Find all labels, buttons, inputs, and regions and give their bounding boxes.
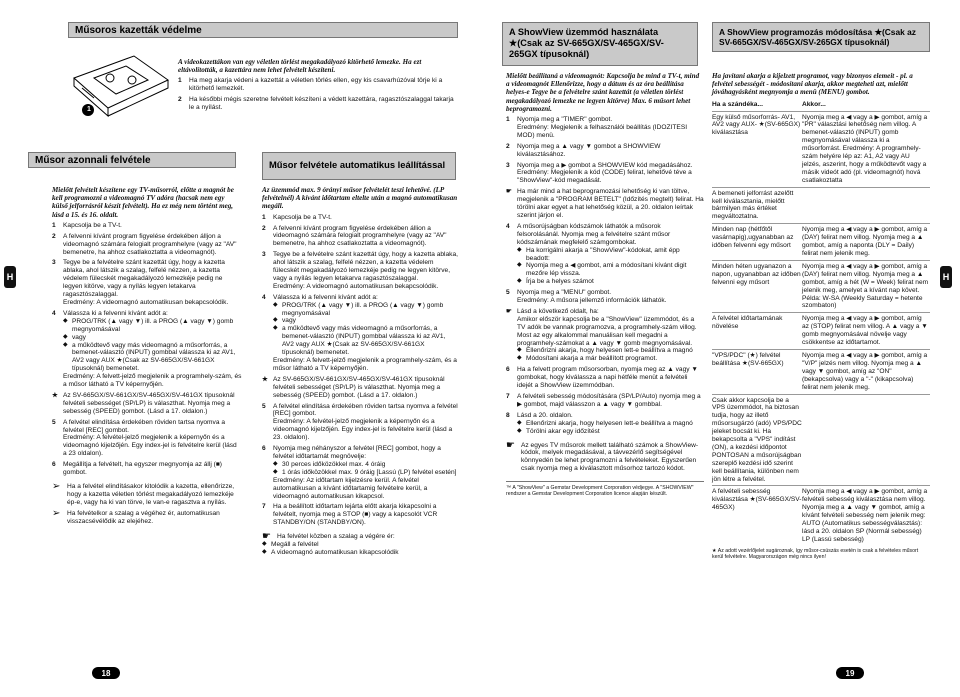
step-number: 4 xyxy=(262,293,266,301)
step-number: ☛ xyxy=(506,188,512,196)
step-text: Válassza ki a felvenni kívánt adót a: xyxy=(63,309,168,317)
row-intent: A bemeneti jelforrást azelőtt kell kiválasztania, mielőtt bármilyen más értéket megváltoztatna. xyxy=(712,189,794,221)
auto-notes-title: Ha felvétel közben a szalag a végére ér: xyxy=(277,533,395,541)
step xyxy=(262,214,458,222)
step-result: Eredmény: Megjelenik a felhasználói beállítás (IDOZITESI MOD) menü. xyxy=(517,123,688,139)
step-body xyxy=(517,308,704,363)
step-text: Kapcsolja be a TV-t. xyxy=(273,213,332,221)
row-intent: A felvétel időtartamának növelése xyxy=(712,315,783,331)
step-number: ☛ xyxy=(506,307,512,315)
step-bullet: ◆ Törölni akar egy időzítést xyxy=(517,428,704,436)
step-number: 7 xyxy=(506,393,510,401)
showview-intro: Mielőtt beállítaná a videomagnót: Kapcsolja be mind a TV-t, mind a videomagnót Ellenőrizze, hogy a dátum és az óra beállítása helyes-e Tegye be a felvételre szánt kazettát (a véletlen törlést megakadályozó lemezke ne legyen kitörve) Max. 6 műsort lehet beprogramozni. xyxy=(506,72,700,113)
step-body xyxy=(517,162,704,186)
step-pre: Lásd a következő oldalt, ha: xyxy=(517,307,599,315)
step-body xyxy=(63,222,242,230)
step-body xyxy=(517,366,704,390)
step-text: Megállítja a felvételt, ha egyszer megnyomja az állj (■) gombot. xyxy=(63,461,223,477)
table-row xyxy=(712,485,930,543)
showview-notes xyxy=(506,439,704,474)
step-result: Eredmény: A felvett-jelző megjelenik a programhely-szám, és a műsor látható a TV képernyőjén. xyxy=(273,357,457,372)
step-text: Ha későbbi mégis szeretne felvételt készíteni a védett kazettára, ragasztószalaggal takarja le a nyílást. xyxy=(189,96,454,112)
step-result: Eredmény: Az időtartam kijelzésre kerül. A felvétel automatikusan a kívánt időtartamig felvételre kerül, a videomagnó automatikusan kikapcsol. xyxy=(273,476,428,500)
step-number: 3 xyxy=(52,259,56,267)
immediate-title: Műsor azonnali felvétele xyxy=(28,152,236,168)
step-text: Nyomja meg a ▲ vagy ▼ gombot a SHOWVIEW kiválasztásához. xyxy=(517,142,661,158)
step-body xyxy=(63,233,242,257)
modify-table xyxy=(712,111,930,544)
step-text: Az SV-665GX/SV-661GX/SV-465GX/SV-461GX típusoknál felvételi sebességet (SP/LP) is választhat. Nyomja meg a sebesség (SPEED) gombot. (Lásd a 17. oldalon.) xyxy=(273,375,445,399)
cassette-icon xyxy=(64,48,174,126)
step-number: 2 xyxy=(262,224,266,232)
step xyxy=(262,294,458,373)
step-number: 2 xyxy=(52,232,56,240)
step-number: 5 xyxy=(262,402,266,410)
table-row xyxy=(712,394,930,484)
step-bullet: ◆ Írja be a helyes számot xyxy=(517,278,704,286)
immediate-notes xyxy=(52,483,242,526)
step-number: 1 xyxy=(506,116,510,124)
step xyxy=(262,403,458,443)
language-tab: H xyxy=(940,266,952,288)
note xyxy=(52,507,242,526)
step-number: 8 xyxy=(506,411,510,419)
step-number: 3 xyxy=(506,161,510,169)
step xyxy=(506,116,704,140)
table-row xyxy=(712,349,930,392)
step-body xyxy=(273,376,458,400)
auto-title: Műsor felvétele automatikus leállítással xyxy=(262,152,456,180)
col-header-intent: Ha a szándéka... xyxy=(712,100,763,108)
table-row xyxy=(712,111,930,185)
step-result: Eredmény: A műsora jellemző információk láthatók. xyxy=(517,297,667,305)
row-intent: Minden nap (hétfőtől vasárnapig),ugyanabban az időben felvenni egy műsort xyxy=(712,226,794,250)
step-result: Eredmény: A videomagnó automatikusan bekapcsolódik. xyxy=(273,282,439,290)
step-result: Eredmény: A videomagnó automatikusan bekapcsolódik. xyxy=(63,298,229,306)
step xyxy=(52,222,242,230)
step-number: 6 xyxy=(262,445,266,453)
step-body xyxy=(273,403,458,443)
protect-body xyxy=(178,58,458,112)
step-number: 6 xyxy=(52,461,56,469)
step xyxy=(178,96,458,112)
step-body xyxy=(273,294,458,373)
step-bullet: ◆ Ellenőrizni akarja, hogy helyesen lett-e beállítva a magnó xyxy=(517,347,704,355)
step-text: Tegye be a felvételre szánt kazettát úgy, hogy a kazetta ablaka, ahol látszik a szalag, felfelé nézzen, a kazetta védelem fülecskét megakadályozó lemezkéje pedig ne legyen kitörve, vagy a nyílás legyen letakarva ragasztószalaggal. xyxy=(63,259,225,299)
step xyxy=(52,259,242,306)
step-body xyxy=(189,96,458,112)
step-bullet: ◆ a működtevő vagy más videomagnó a műsorforrás, a bemenet-választó (INPUT) gombbal válassza ki az AV1, AV2 vagy AUX ★(Csak az SV-665GX/SV-661GX típusoknál) bemenetet. xyxy=(273,325,458,357)
row-intent: Egy külső műsorforrás- AV1, AV2 vagy AUX- ★(SV-665GX) kiválasztása xyxy=(712,113,801,137)
step-bullet: ◆ Ha korrigálni akarja a "ShowView"-kódokat, amit épp beadott: xyxy=(517,247,704,263)
note-text: Az egyes TV műsorok mellett található számok a ShowView-kódok, melyek megadásával, a távvezérlő segítségével könnyedén be lehet programozni a felvételeket. Egyszerűen csak nyomja meg a kiválasztott műsorhoz tartozó kódot. xyxy=(521,441,699,473)
step-body xyxy=(517,188,704,220)
row-action xyxy=(802,397,930,484)
step-number: 1 xyxy=(52,221,56,229)
arrow-pointer-icon: ☛ xyxy=(506,439,515,451)
step-text: Kapcsolja be a TV-t. xyxy=(63,221,122,229)
step xyxy=(52,310,242,389)
arrow-pointer-icon: ➢ xyxy=(52,481,61,492)
row-action: Nyomja meg a ◀ vagy a ▶ gombot, amíg a "PR" választási lehetőség nem villog. A bemenet-választó (INPUT) gomb megnyomásával válassza ki a műsorforrást. Eredmény: A programhely-szám helyére lép az: A1, A2 vagy AU jelzés, aszerint, hogy a működtevőt vagy a másik videót adó (pl. videomagnót) hová csatlakoztatta xyxy=(802,113,928,184)
step-number: 5 xyxy=(52,418,56,426)
step-body xyxy=(63,259,242,306)
step-bullet: ◆ Ellenőrizni akarja, hogy helyesen lett-e beállítva a magnó xyxy=(517,420,704,428)
step xyxy=(506,412,704,436)
step-number: 4 xyxy=(506,222,510,230)
hand-pointer-icon: ☛ xyxy=(262,531,271,543)
step-body xyxy=(517,289,704,305)
row-intent: Minden héten ugyanazon a napon, ugyanabban az időben felvenni egy műsort xyxy=(712,262,801,286)
step-text: Nyomja meg néhányszor a felvétel [REC] gombot, hogy a felvétel időtartamát megnövelje: xyxy=(273,445,441,460)
table-row xyxy=(712,223,930,258)
step-text: Ha a felvett program műsorsorban, nyomja meg az ▲ vagy ▼ gombokat, hogy kiválassza a napi hétféle menüt a felvételi idejét a ShowView üzemmódban. xyxy=(517,366,698,390)
row-action: Nyomja meg a ◀ vagy a ▶ gombot, amíg az (STOP) felirat nem villog. A ▲ vagy a ▼ gomb megnyomásával növelje vagy csökkentse az időtartamot. xyxy=(802,315,928,347)
step-bullet: ◆ 1 órás időközökkel max. 9 óráig [Lassú (LP) felvétel esetén] xyxy=(273,469,458,477)
step-body xyxy=(63,419,242,459)
immediate-intro: Mielőtt felvételt készítene egy TV-műsorról, előtte a magnót be kell programozni a videomagnó TV adóra (hacsak nem egy külső jelforrásról készít felvételt). Ha ez még nem történt meg, lásd a 15. és 16. oldalt. xyxy=(52,186,234,219)
step-text: Ha már mind a hat beprogramozási lehetőség ki van töltve, megjelenik a "PROGRAM BETELT" (Időzítés megtelt) felirat. Ha törölni akar egyet a hat lehetőség közül, a 20. oldalon leírtak szerint járjon el. xyxy=(517,188,704,219)
protect-title: Műsoros kazetták védelme xyxy=(68,22,458,38)
step xyxy=(178,77,458,93)
note-text: Ha felvételkor a szalag a végéhez ér, automatikusan visszacsévélődik az elejéhez. xyxy=(67,509,220,525)
step-bullet: ◆ PROG/TRK (▲ vagy ▼) ill. a PROG (▲ vagy ▼) gomb megnyomásával xyxy=(63,318,242,334)
showview-steps xyxy=(506,116,704,436)
auto-intro: Az üzemmód max. 9 órányi műsor felvételét teszi lehetővé. (LP felvételnél) A kívánt időtartam eltelte után a magnó automatikusan megáll. xyxy=(262,186,458,211)
step-number: ★ xyxy=(262,375,268,383)
step-bullet: ◆ a működtevő vagy más videomagnó a műsorforrás, a bemenet-választó (INPUT) gombbal válassza ki az AV1, AV2 vagy AUX ★(Csak az SV-665GX/SV-661GX típusoknál) bemenetet. xyxy=(63,342,242,374)
step-body xyxy=(63,461,242,477)
step-body xyxy=(273,214,458,222)
step-bullet: ◆ PROG/TRK (▲ vagy ▼) ill. a PROG (▲ vagy ▼) gomb megnyomásával xyxy=(273,302,458,318)
step xyxy=(506,308,704,363)
note-bullet: ◆ A videomagnó automatikusan kikapcsolódik xyxy=(262,549,458,557)
step xyxy=(262,251,458,291)
step-number: ★ xyxy=(52,391,58,399)
step-body xyxy=(273,251,458,291)
row-action xyxy=(802,190,930,222)
table-row xyxy=(712,187,930,222)
step-text: A felvétel elindítása érdekében röviden tartsa nyomva a felvétel [REC] gombot. xyxy=(273,402,458,418)
step xyxy=(262,445,458,500)
step-text: Nyomja meg a "MENU" gombot. xyxy=(517,289,612,297)
step-result: Eredmény: Megjelenik a kód (CODE) felirat, lehetővé téve a "ShowView"-kód megadását. xyxy=(517,169,692,185)
step-number: 7 xyxy=(262,503,266,511)
step-body xyxy=(517,143,704,159)
step-bullet: ◆ 30 perces időközökkel max. 4 óráig xyxy=(273,461,458,469)
step-body xyxy=(273,445,458,500)
step xyxy=(262,503,458,527)
step-text: Nyomja meg a ▶ gombot a SHOWVIEW kód megadásához. xyxy=(517,161,693,169)
vps-footnote: ★ Az adott vezérlőjelet sugároznak, így műsor-csúszás esetén is csak a felvételes műsort kerül felvételre. Magyarországon még nincs ilyen! xyxy=(712,547,919,560)
step-body xyxy=(517,223,704,286)
auto-notes xyxy=(262,541,458,557)
step-text: Ha meg akarja védeni a kazettát a véletlen törlés ellen, egy kis csavarhúzóval törje ki a kitörhető lemezkét. xyxy=(189,77,443,93)
step-number: 4 xyxy=(52,309,56,317)
step-bullet: ◆ Nyomja meg a ◀ gombot, ami a módosítani kívánt digit mezőre lép vissza. xyxy=(517,262,704,278)
step xyxy=(506,393,704,409)
immediate-steps xyxy=(52,222,242,477)
step-number: 5 xyxy=(506,289,510,297)
step-body xyxy=(517,116,704,140)
step-text: Lásd a 20. oldalon. xyxy=(517,411,573,419)
step-text: Válassza ki a felvenni kívánt adót a: xyxy=(273,293,378,301)
row-action: Nyomja meg a ◀ vagy a ▶ gombot, amíg a "V/P" jelzés nem villog. Nyomja meg a ▲ vagy ▼ gombot, amíg az "ON" (bekapcsolva) vagy a "-" (kikapcsolva) felirat nem jelenik meg. xyxy=(802,351,928,391)
step xyxy=(506,289,704,305)
modify-column xyxy=(712,72,930,560)
step-text: A felvenni kívánt program figyelése érdekében állion a videomagnó számára felogialt programhelyre (vagy az "AV" bemenetre, ha ahhoz csatlakoztatta a videomagnót). xyxy=(273,224,447,248)
row-action: Nyomja meg a ◀ vagy a ▶ gombot, amíg a felvételi sebesség kiválasztása nem villog. Nyomja meg a ▲ vagy ▼ gombot, amíg a kívánt felvételi sebesség nem jelenik meg: AUTO (Automatikus sebességválasztás): lásd a 20. oldalon SP (Normál sebesség) LP (Lassú sebesség) xyxy=(802,488,928,543)
note-bullet: ◆ Megáll a felvétel xyxy=(262,541,458,549)
table-row xyxy=(712,312,930,347)
note-text: Ha a felvétel elindításakor kitolódik a kazetta, ellenőrizze, hogy a kazetta véletlen törlést megakadályozó lemezkéje ép-e, vagy ha ki van törve, le van-e ragasztva a nyílás. xyxy=(67,483,235,506)
step xyxy=(506,162,704,186)
immediate-column xyxy=(52,186,242,526)
cassette-illustration xyxy=(64,48,174,126)
row-action: Nyomja meg a ◀ vagy a ▶ gombot, amíg a (DAY) felirat nem villog. Nyomja meg a ▲ gombot, amíg a naponta (DLY = Daily) felirat nem jelenik meg. xyxy=(802,226,928,258)
step-text: Ha a beállított időtartam lejárta előtt akarja kikapcsolni a felvételt, nyomja meg a STOP (■) vagy a kapcsolót VCR STANDBY/ON (STANDBY/ON). xyxy=(273,503,438,527)
step xyxy=(506,143,704,159)
row-action: Nyomja meg a ◀ vagy a ▶ gombot, amíg a (DAY) felirat nem villog. Nyomja meg a ▲ gombot, amíg a hét (W = Week) felirat nem jelenik meg, amelyet a kívánt nap követ. Példa: W-SA (Weekly Saturday = hetente szombaton) xyxy=(802,262,929,310)
step-number: 2 xyxy=(506,142,510,150)
step-body xyxy=(63,392,242,416)
step xyxy=(506,188,704,220)
step xyxy=(506,223,704,286)
auto-column xyxy=(262,186,458,557)
table-row xyxy=(712,260,930,310)
step-body xyxy=(517,412,704,436)
protect-steps xyxy=(178,77,458,112)
protect-intro: A videokazettákon van egy véletlen törlést megakadályozó kitörhető lemezke. Ha ezt eltávolították, a kazettára nem lehet felvételt készíteni. xyxy=(178,58,422,75)
step-bullet: ◆ vagy xyxy=(273,317,458,325)
step-bullet: ◆ vagy xyxy=(63,334,242,342)
step-number: 3 xyxy=(262,251,266,259)
row-intent: "VPS/PDC" (★) felvétel beállítása ★(SV-665GX) xyxy=(712,351,784,367)
step-text: Az SV-665GX/SV-661GX/SV-465GX/SV-461GX típusoknál felvételi sebességet (SP/LP) is választhat. Nyomja meg a sebesség (SPEED) gombot. (Lásd a 17. oldalon.) xyxy=(63,391,235,415)
modify-intro: Ha javítani akarja a kijelzett programot, vagy bizonyos elemeit - pl. a felvétel sebességét - módosítani akarja, akkor megteheti azt, mielőtt jóváhagyásként megnyomja a menü (MENU) gombot. xyxy=(712,72,913,97)
trademark-note: ™ A "ShowView" a Gemstar Development Corporation védjegye. A "SHOWVIEW" rendszer a Gemstar Development Corporation licence alapján készült. xyxy=(506,481,704,497)
figure-label: 1 xyxy=(87,106,91,113)
right-page xyxy=(480,0,960,697)
step-body xyxy=(189,77,458,93)
step-text: A felvétel elindítása érdekében röviden tartsa nyomva a felvétel [REC] gombot. xyxy=(63,418,226,434)
step-result: Eredmény: A felvétel-jelző megjelenik a képernyőn és a videomagnó kijelzőjén. Egy index-jel is felvételre kerül (lásd a 23 oldalon). xyxy=(63,434,237,458)
step-body xyxy=(517,393,704,409)
page-number-right: 19 xyxy=(836,667,864,679)
step-text: Tegye be a felvételre szánt kazettát úgy, hogy a kazetta ablaka, ahol látszik a szalag, felfelé nézzen, a kazetta védelem fülecskét megakadályozó lemezkéje pedig ne legyen kitörve, vagy a nyílás legyen letakarva ragasztószalaggal. xyxy=(273,251,458,282)
row-intent: A felvételi sebesség kiválasztása ★(SV-665GX/SV-465GX) xyxy=(712,488,802,512)
note xyxy=(506,439,704,474)
step xyxy=(262,376,458,400)
step xyxy=(52,233,242,257)
row-intent: Csak akkor kapcsolja be a VPS üzemmódot, ha biztosan tudja, hogy az illető műsorsugárzó (adó) VPS/PDC jeleket bocsát ki. Ha bekapcsolta a "VPS" indítást (ON), a kezdési időpontot PONTOSAN a műsorújságban szereplő kezdési idő szerint kell beállítania, különben nem jön létre a felvétel. xyxy=(712,396,802,483)
step-text: Nyomja meg a "TIMER" gombot. xyxy=(517,116,613,124)
step xyxy=(52,392,242,416)
note xyxy=(52,483,242,507)
step-text: A felvenni kívánt program figyelése érdekében álljon a videomagnó számára felogialt programhelyre (vagy az "AV" bemenetre, ha ahhoz csatlakoztatta a videomagnót). xyxy=(63,232,237,256)
step-number: 1 xyxy=(178,77,182,85)
auto-steps xyxy=(262,214,458,528)
step-result: Eredmény: A felvétel-jelző megjelenik a képernyőn és a videomagnó kijelzőjén. Egy index-jel is felvételre kerül (lásd a 23. oldalon). xyxy=(273,418,453,442)
step-body xyxy=(273,503,458,527)
step-number: 2 xyxy=(178,96,182,104)
step-body xyxy=(63,310,242,389)
step xyxy=(506,366,704,390)
col-header-then: Akkor... xyxy=(802,100,826,108)
step-bullet: ◆ Módosítani akarja a már beállított programot. xyxy=(517,355,704,363)
step-text: Amikor először kapcsolja be a "ShowView" üzemmódot, és a TV adók be vannak programozva, a programhely-szám villog. Most az egy alkalommal manuálisan kell megadni a programhely-számokat a ▲ vagy ▼ gomb megnyomásával. xyxy=(517,315,697,347)
step-body xyxy=(273,225,458,249)
step xyxy=(52,461,242,477)
step-result: Eredmény: A felvett-jelző megjelenik a programhely-szám, és a műsor látható a TV képernyőjén. xyxy=(63,373,242,389)
step-text: A műsorújságban kódszámok láthatók a műsorok felsorolásánál. Nyomja meg a felvételre szánt műsor kódszámának megfelelő számgombokat. xyxy=(517,222,671,246)
auto-notes-title-row xyxy=(262,533,458,541)
step xyxy=(52,419,242,459)
showview-title: A ShowView üzemmód használata ★(Csak az SV-665GX/SV-465GX/SV-265GX típusoknál) xyxy=(502,22,698,66)
step-number: 1 xyxy=(262,213,266,221)
page-number-left: 18 xyxy=(92,667,120,679)
arrow-pointer-icon: ➢ xyxy=(52,507,61,519)
modify-table-header xyxy=(712,101,930,109)
modify-title: A ShowView programozás módosítása ★(Csak az SV-665GX/SV-465GX/SV-265GX típusoknál) xyxy=(712,22,930,52)
step-text: A felvételi sebesség módosítására (SP/LP/Auto) nyomja meg a ▶ gombot, majd válasszon a ▲ vagy ▼ gombbal. xyxy=(517,393,701,408)
showview-column xyxy=(506,72,704,497)
step-number: 6 xyxy=(506,366,510,374)
step xyxy=(262,225,458,249)
language-tab: H xyxy=(4,266,16,288)
